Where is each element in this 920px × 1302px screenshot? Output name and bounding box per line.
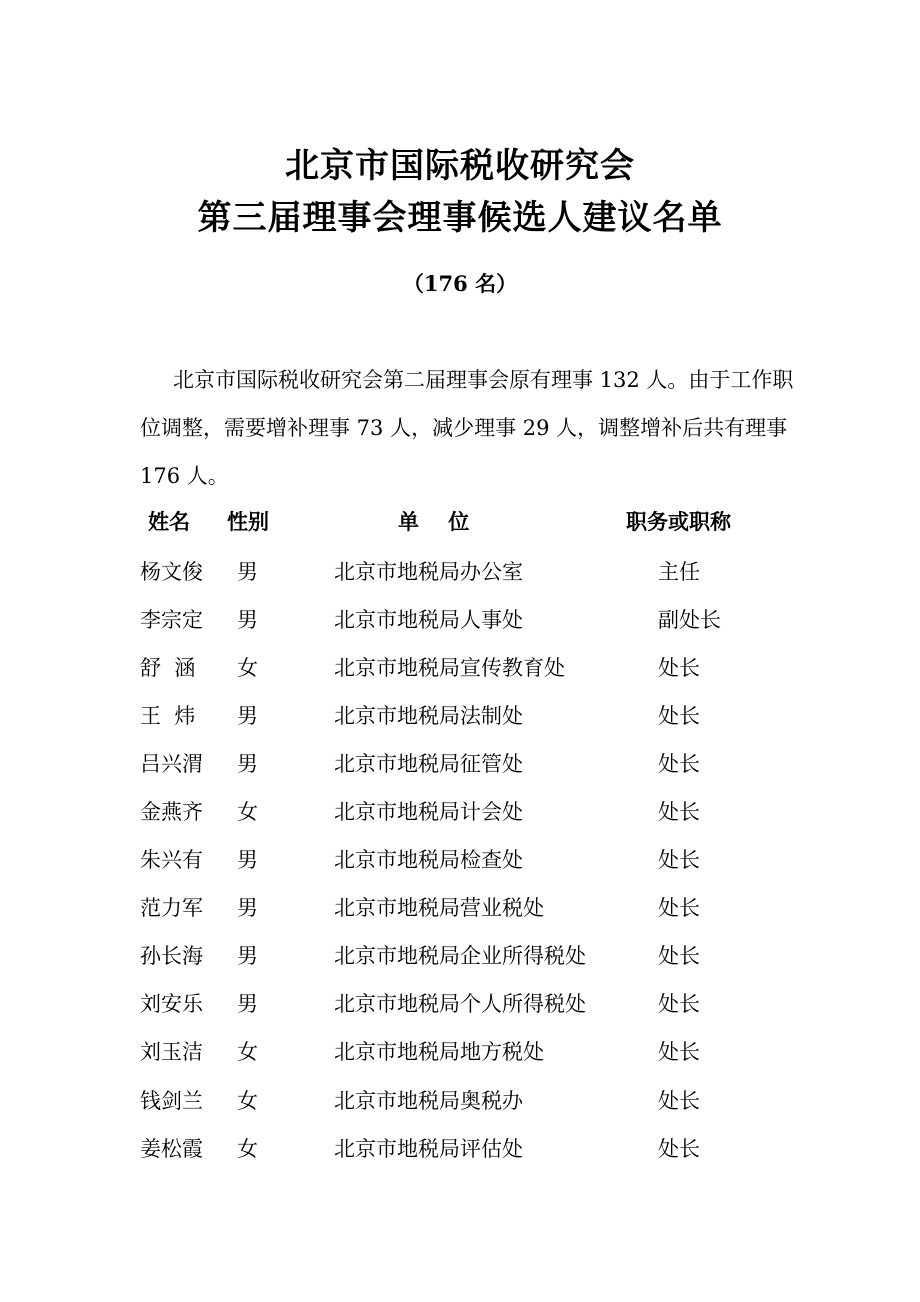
member-gender: 男 (237, 896, 258, 920)
member-unit: 北京市地税局个人所得税处 (334, 992, 586, 1016)
member-title: 处长 (658, 1137, 700, 1161)
member-name: 舒 涵 (140, 656, 196, 680)
document-title-line-2: 第三届理事会理事候选人建议名单 (197, 198, 723, 238)
member-gender: 男 (237, 608, 258, 632)
member-unit: 北京市地税局检查处 (334, 848, 523, 872)
member-name: 金燕齐 (140, 800, 203, 824)
member-gender: 男 (237, 560, 258, 584)
member-unit: 北京市地税局宣传教育处 (334, 656, 565, 680)
member-unit: 北京市地税局地方税处 (334, 1040, 544, 1064)
member-name: 钱剑兰 (140, 1089, 203, 1113)
member-name: 范力军 (140, 896, 203, 920)
member-title: 处长 (658, 752, 700, 776)
member-name: 刘安乐 (140, 992, 203, 1016)
member-title: 主任 (658, 560, 700, 584)
table-row (0, 892, 920, 940)
header-unit: 单 位 (398, 510, 470, 534)
member-unit: 北京市地税局计会处 (334, 800, 523, 824)
member-title: 处长 (658, 992, 700, 1016)
member-gender: 男 (237, 848, 258, 872)
table-row (0, 940, 920, 988)
document-subtitle: （176 名） (402, 271, 518, 296)
table-row (0, 844, 920, 892)
table-row (0, 796, 920, 844)
member-name: 姜松霞 (140, 1137, 203, 1161)
member-gender: 女 (237, 1040, 258, 1064)
member-gender: 男 (237, 944, 258, 968)
table-row (0, 556, 920, 604)
member-name: 孙长海 (140, 944, 203, 968)
member-title: 处长 (658, 944, 700, 968)
table-row (0, 604, 920, 652)
member-name: 杨文俊 (140, 560, 203, 584)
member-gender: 女 (237, 656, 258, 680)
member-unit: 北京市地税局办公室 (334, 560, 523, 584)
table-row (0, 1036, 920, 1084)
table-row (0, 700, 920, 748)
document-title-line-1: 北京市国际税收研究会 (285, 146, 635, 186)
member-unit: 北京市地税局征管处 (334, 752, 523, 776)
member-name: 李宗定 (140, 608, 203, 632)
member-name: 朱兴有 (140, 848, 203, 872)
member-gender: 女 (237, 800, 258, 824)
table-row (0, 1133, 920, 1181)
member-title: 处长 (658, 800, 700, 824)
member-gender: 男 (237, 992, 258, 1016)
member-unit: 北京市地税局评估处 (334, 1137, 523, 1161)
member-name: 刘玉洁 (140, 1040, 203, 1064)
member-title: 处长 (658, 1040, 700, 1064)
member-unit: 北京市地税局法制处 (334, 704, 523, 728)
member-name: 吕兴渭 (140, 752, 203, 776)
table-row (0, 1085, 920, 1133)
member-gender: 女 (237, 1089, 258, 1113)
member-title: 处长 (658, 1089, 700, 1113)
table-row (0, 748, 920, 796)
member-unit: 北京市地税局奥税办 (334, 1089, 523, 1113)
member-name: 王 炜 (140, 704, 196, 728)
header-title: 职务或职称 (626, 510, 731, 534)
member-gender: 女 (237, 1137, 258, 1161)
member-unit: 北京市地税局营业税处 (334, 896, 544, 920)
intro-paragraph: 北京市国际税收研究会第二届理事会原有理事 132 人。由于工作职位调整，需要增补理事 73 人，减少理事 29 人，调整增补后共有理事 176 人。 (140, 368, 794, 488)
header-name: 姓名 (148, 510, 190, 534)
member-unit: 北京市地税局企业所得税处 (334, 944, 586, 968)
member-title: 副处长 (658, 608, 721, 632)
member-gender: 男 (237, 752, 258, 776)
member-gender: 男 (237, 704, 258, 728)
member-title: 处长 (658, 704, 700, 728)
header-gender: 性别 (227, 510, 269, 534)
member-title: 处长 (658, 656, 700, 680)
member-unit: 北京市地税局人事处 (334, 608, 523, 632)
table-row (0, 988, 920, 1036)
member-title: 处长 (658, 848, 700, 872)
member-title: 处长 (658, 896, 700, 920)
table-row (0, 652, 920, 700)
